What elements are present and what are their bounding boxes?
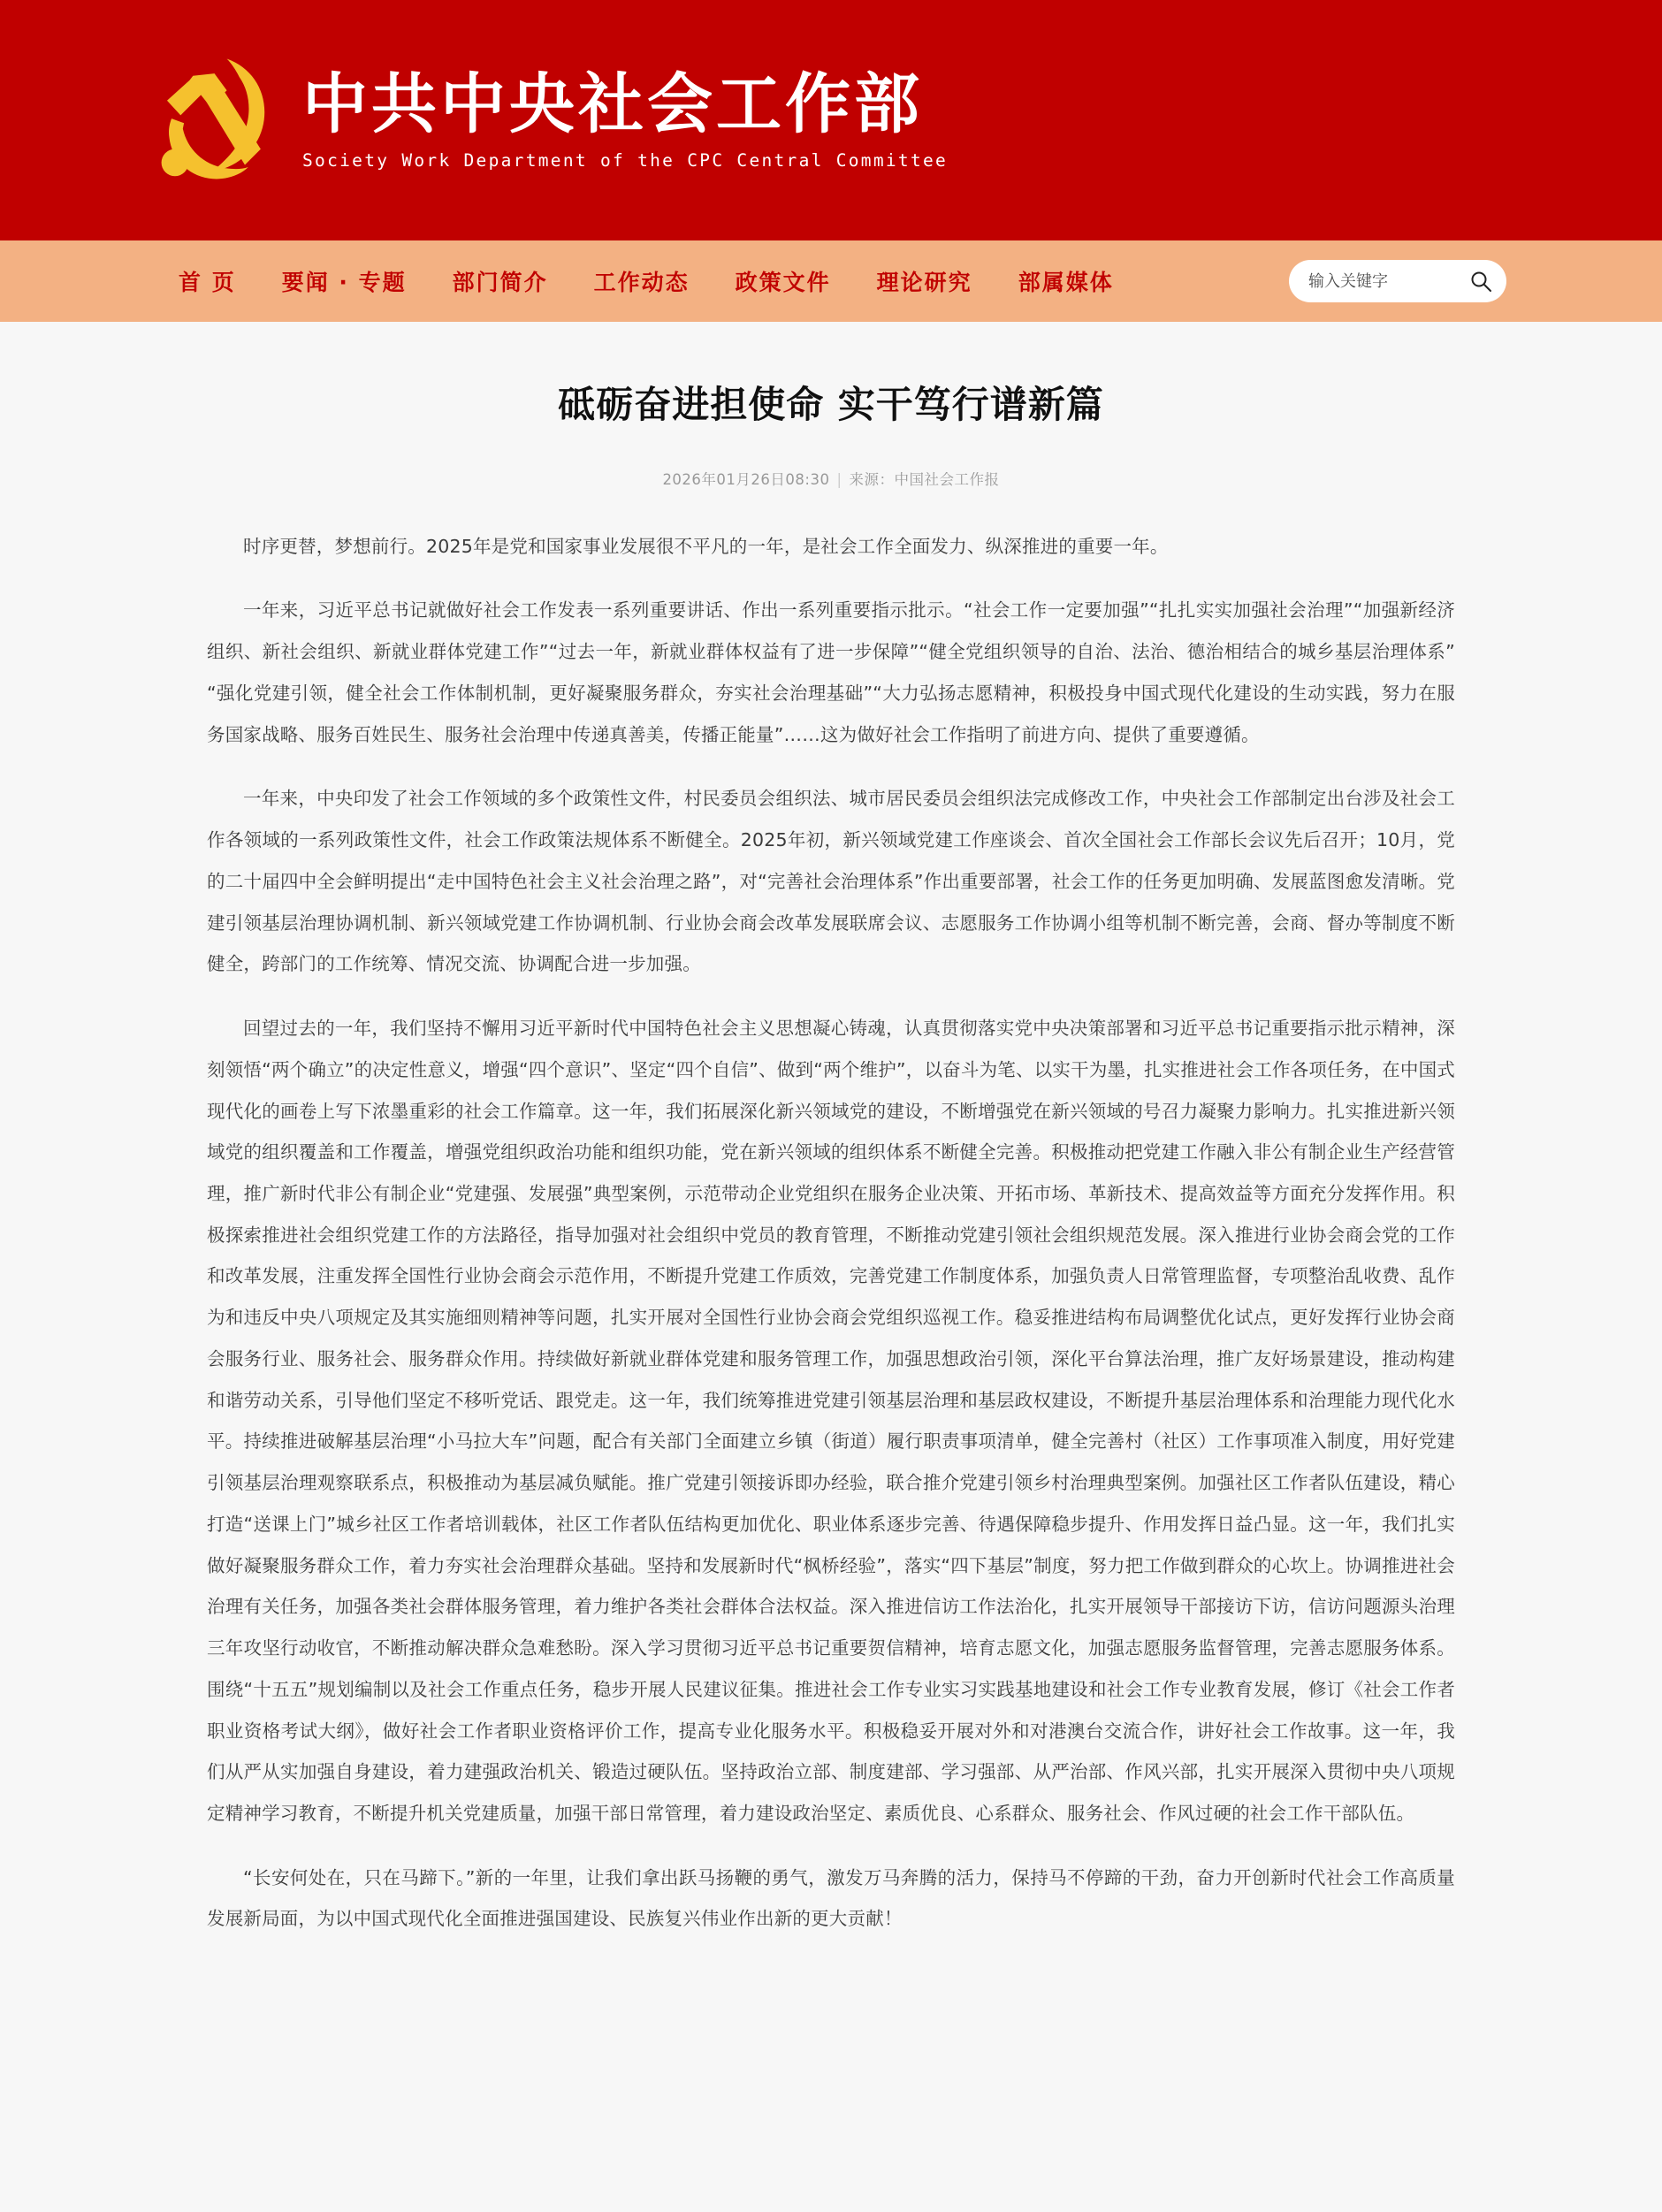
search-icon[interactable]: [1469, 270, 1492, 293]
article-container: [0, 322, 1662, 2033]
site-header: [0, 0, 1662, 240]
article-paragraph-4: 回望过去的一年，我们坚持不懈用习近平新时代中国特色社会主义思想凝心铸魂，认真贯彻落实党中央决策部署和习近平总书记重要指示批示精神，深刻领悟“两个确立”的决定性意义，增强“四个意识”、坚定“四个自信”、做到“两个维护”，以奋斗为笔、以实干为墨，扎实推进社会工作各项任务，在中国式现代化的画卷上写下浓墨重彩的社会工作篇章。这一年，我们拓展深化新兴领域党的建设，不断增强党在新兴领域的号召力凝聚力影响力。扎实推进新兴领域党的组织覆盖和工作覆盖，增强党组织政治功能和组织功能，党在新兴领域的组织体系不断健全完善。积极推动把党建工作融入非公有制企业生产经营管理，推广新时代非公有制企业“党建强、发展强”典型案例，示范带动企业党组织在服务企业决策、开拓市场、革新技术、提高效益等方面充分发挥作用。积极探索推进社会组织党建工作的方法路径，指导加强对社会组织中党员的教育管理，不断推动党建引领社会组织规范发展。深入推进行业协会商会党的工作和改革发展，注重发挥全国性行业协会商会示范作用，不断提升党建工作质效，完善党建工作制度体系，加强负责人日常管理监督，专项整治乱收费、乱作为和违反中央八项规定及其实施细则精神等问题，扎实开展对全国性行业协会商会党组织巡视工作。稳妥推进结构布局调整优化试点，更好发挥行业协会商会服务行业、服务社会、服务群众作用。持续做好新就业群体党建和服务管理工作，加强思想政治引领，深化平台算法治理，推广友好场景建设，推动构建和谐劳动关系，引导他们坚定不移听党话、跟党走。这一年，我们统筹推进党建引领基层治理和基层政权建设，不断提升基层治理体系和治理能力现代化水平。持续推进破解基层治理“小马拉大车”问题，配合有关部门全面建立乡镇（街道）履行职责事项清单，健全完善村（社区）工作事项准入制度，用好党建引领基层治理观察联系点，积极推动为基层减负赋能。推广党建引领接诉即办经验，联合推介党建引领乡村治理典型案例。加强社区工作者队伍建设，精心打造“送课上门”城乡社区工作者培训载体，社区工作者队伍结构更加优化、职业体系逐步完善、待遇保障稳步提升、作用发挥日益凸显。这一年，我们扎实做好凝聚服务群众工作，着力夯实社会治理群众基础。坚持和发展新时代“枫桥经验”，落实“四下基层”制度，努力把工作做到群众的心坎上。协调推进社会治理有关任务，加强各类社会群体服务管理，着力维护各类社会群体合法权益。深入推进信访工作法治化，扎实开展领导干部接访下访，信访问题源头治理三年攻坚行动收官，不断推动解决群众急难愁盼。深入学习贯彻习近平总书记重要贺信精神，培育志愿文化，加强志愿服务监督管理，完善志愿服务体系。围绕“十五五”规划编制以及社会工作重点任务，稳步开展人民建议征集。推进社会工作专业实习实践基地建设和社会工作专业教育发展，修订《社会工作者职业资格考试大纲》，做好社会工作者职业资格评价工作，提高专业化服务水平。积极稳妥开展对外和对港澳台交流合作，讲好社会工作故事。这一年，我们从严从实加强自身建设，着力建强政治机关、锻造过硬队伍。坚持政治立部、制度建部、学习强部、从严治部、作风兴部，扎实开展深入贯彻中央八项规定精神学习教育，不断提升机关党建质量，加强干部日常管理，着力建设政治坚定、素质优良、心系群众、服务社会、作风过硬的社会工作干部队伍。: [207, 1018, 1455, 1824]
nav-item-theory-research[interactable]: 理论研究: [876, 270, 972, 295]
article-paragraph-2: 一年来，习近平总书记就做好社会工作发表一系列重要讲话、作出一系列重要指示批示。“社会工作一定要加强”“扎扎实实加强社会治理”“加强新经济组织、新社会组织、新就业群体党建工作”“过去一年，新就业群体权益有了进一步保障”“健全党组织领导的自治、法治、德治相结合的城乡基层治理体系”“强化党建引领，健全社会工作体制机制，更好凝聚服务群众，夯实社会治理基础”“大力弘扬志愿精神，积极投身中国式现代化建设的生动实践，努力在服务国家战略、服务百姓民生、服务社会治理中传递真善美，传播正能量”……这为做好社会工作指明了前进方向、提供了重要遵循。: [207, 599, 1455, 745]
article-meta: [168, 468, 1494, 489]
page-title: 砥砺奋进担使命 实干笃行谱新篇: [558, 383, 1104, 426]
article-datetime: 2026年01月26日08:30: [662, 470, 830, 488]
site-title-en: Society Work Department of the CPC Central Committee: [302, 150, 949, 172]
article-source-label: 来源：: [849, 470, 895, 488]
nav-item-department-intro[interactable]: 部门简介: [452, 270, 548, 295]
nav-item-home[interactable]: 首 页: [179, 270, 236, 295]
article-paragraph-5: “长安何处在，只在马蹄下。”新的一年里，让我们拿出跃马扬鞭的勇气，激发万马奔腾的活力，保持马不停蹄的干劲，奋力开创新时代社会工作高质量发展新局面，为以中国式现代化全面推进强国建设、民族复兴伟业作出新的更大贡献！: [207, 1866, 1455, 1930]
nav-list: [156, 260, 1137, 302]
site-title-cn: 中共中央社会工作部: [302, 65, 923, 142]
article-body: [168, 526, 1494, 1941]
article-paragraph-3: 一年来，中央印发了社会工作领域的多个政策性文件，村民委员会组织法、城市居民委员会组织法完成修改工作，中央社会工作部制定出台涉及社会工作各领域的一系列政策性文件，社会工作政策法规体系不断健全。2025年初，新兴领域党建工作座谈会、首次全国社会工作部长会议先后召开；10月，党的二十届四中全会鲜明提出“走中国特色社会主义社会治理之路”，对“完善社会治理体系”作出重要部署，社会工作的任务更加明确、发展蓝图愈发清晰。党建引领基层治理协调机制、新兴领域党建工作协调机制、行业协会商会改革发展联席会议、志愿服务工作协调小组等机制不断完善，会商、督办等制度不断健全，跨部门的工作统筹、情况交流、协调配合进一步加强。: [207, 788, 1455, 975]
article-inner: [168, 322, 1494, 1940]
nav-item-news-topics[interactable]: 要闻 · 专题: [281, 270, 407, 295]
nav-item-policy-documents[interactable]: 政策文件: [735, 270, 831, 295]
article-paragraph-1: 时序更替，梦想前行。2025年是党和国家事业发展很不平凡的一年，是社会工作全面发力、纵深推进的重要一年。: [243, 535, 1169, 557]
search-container: [1289, 260, 1506, 302]
article-source: 中国社会工作报: [894, 470, 1000, 488]
nav-item-work-updates[interactable]: 工作动态: [593, 270, 690, 295]
brand-block: [302, 65, 949, 172]
main-navigation: [0, 240, 1662, 322]
hammer-and-sickle-icon: [156, 57, 269, 187]
meta-separator: |: [836, 470, 842, 488]
nav-item-affiliated-media[interactable]: 部属媒体: [1018, 270, 1114, 295]
header-inner: [0, 0, 1662, 240]
